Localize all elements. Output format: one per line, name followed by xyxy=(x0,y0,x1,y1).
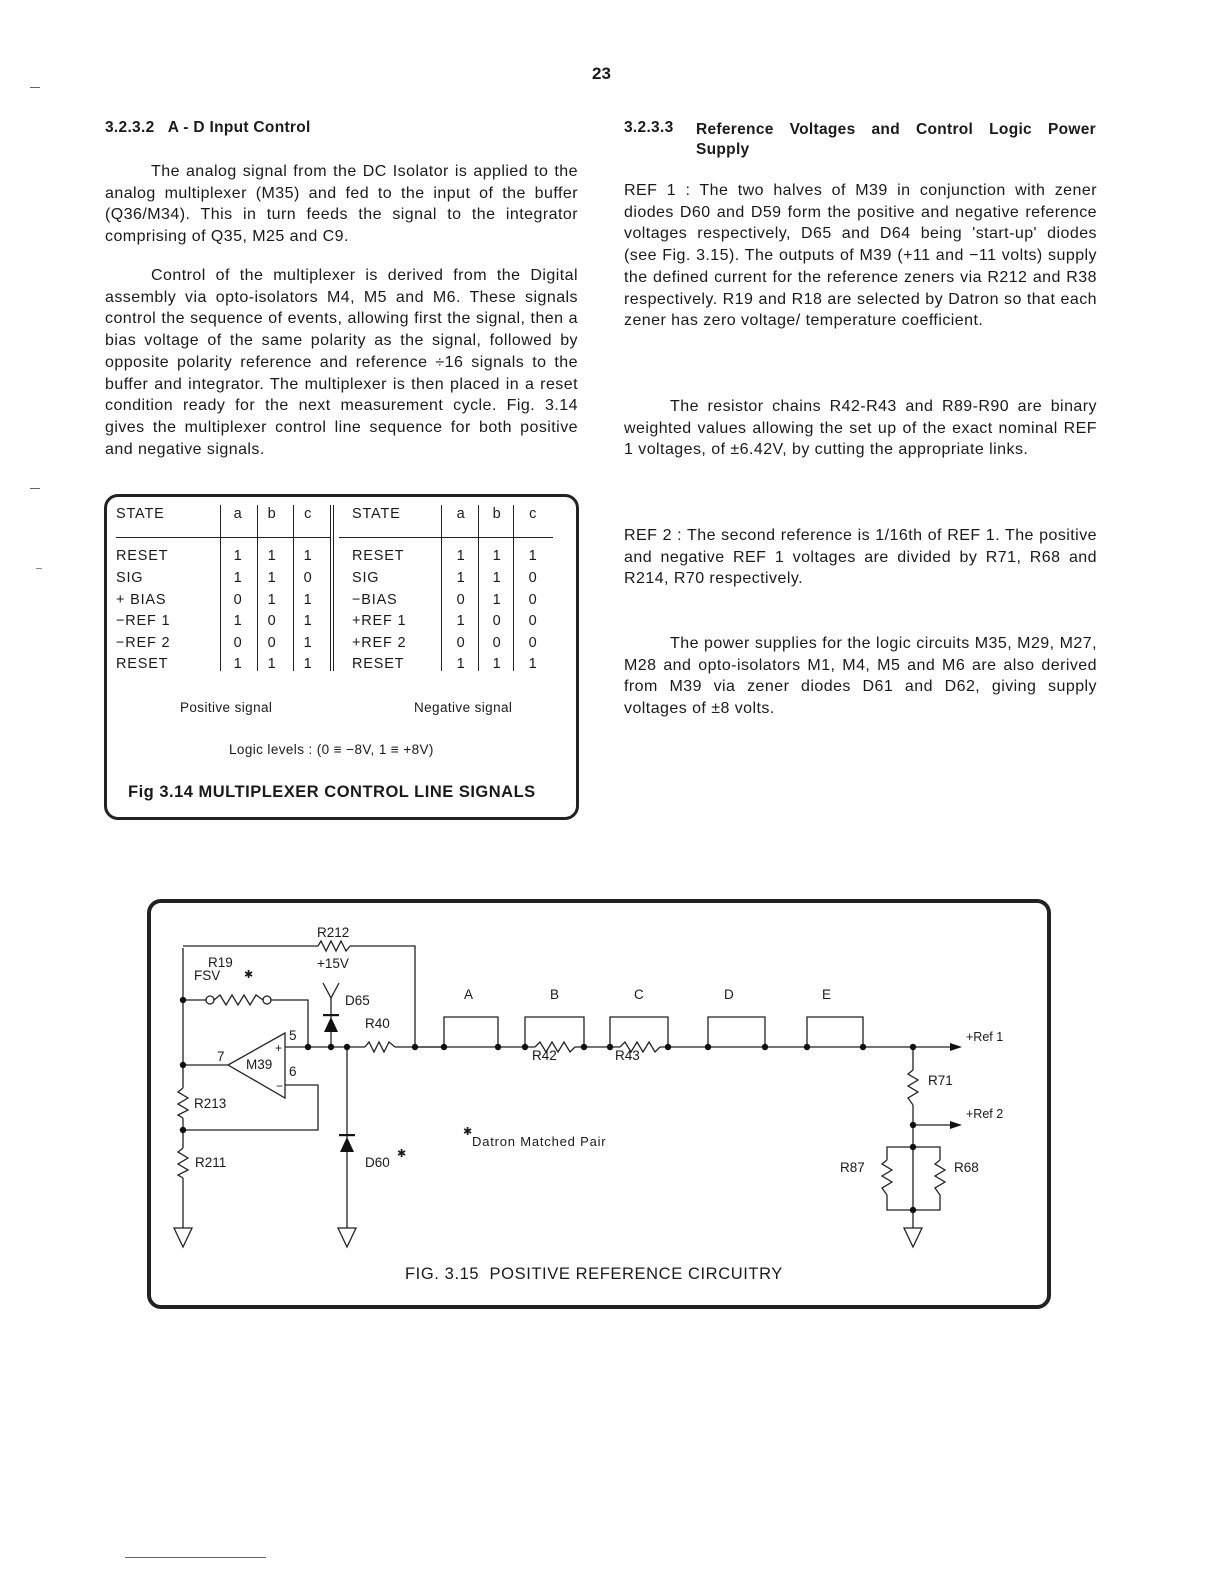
table-cell: 1 xyxy=(267,548,277,564)
table-header-b: b xyxy=(267,506,277,522)
label-15v: +15V xyxy=(317,956,349,971)
paragraph: The resistor chains R42-R43 and R89-R90 are binary weighted values allowing the set up of the exact nominal REF 1 voltages, of ±6.42V, by cutting the appropriate links. xyxy=(624,398,1097,459)
table-cell-state: RESET xyxy=(352,548,405,564)
table-cell: 0 xyxy=(528,613,538,629)
table-cell: 0 xyxy=(233,635,243,651)
table-cell: 0 xyxy=(528,570,538,586)
table-cell: 1 xyxy=(456,570,466,586)
table-cell-state: −REF 2 xyxy=(116,635,171,651)
label-r43: R43 xyxy=(615,1048,640,1063)
section-title: A - D Input Control xyxy=(167,119,311,136)
section-number: 3.2.3.2 xyxy=(105,119,155,136)
section-title-line: Reference Voltages and Control Logic Power xyxy=(696,121,1096,138)
table-cell: 1 xyxy=(267,570,277,586)
label-pin5: 5 xyxy=(289,1028,297,1043)
table-cell: 0 xyxy=(267,613,277,629)
resistor-r71 xyxy=(908,1070,918,1105)
table-cell: 1 xyxy=(267,592,277,608)
table-cell-state: RESET xyxy=(352,656,405,672)
star-icon: ✱ xyxy=(463,1126,473,1138)
paragraph: REF 1 : The two halves of M39 in conjunction with zener diodes D60 and D59 form the positive and negative reference voltages respectively, D65 and D64 being 'start-up' diodes (see Fig. 3.15). The outputs of M39 (+11 and −11 volts) supply the defined current for the reference zeners via R212 and R38 respectively. R19 and R18 are selected by Datron so that each zener has zero voltage/ temperature coefficient. xyxy=(624,182,1097,330)
table-cell: 1 xyxy=(303,613,313,629)
table-cell: 1 xyxy=(233,656,243,672)
table-cell: 1 xyxy=(456,548,466,564)
footnote-rule xyxy=(125,1557,266,1558)
resistor-r213 xyxy=(178,1088,188,1118)
label-r212: R212 xyxy=(317,925,350,940)
diode-d65-icon xyxy=(324,1017,338,1032)
link-a: A xyxy=(464,987,474,1002)
table-cell: 0 xyxy=(267,635,277,651)
paragraph: REF 2 : The second reference is 1/16th of REF 1. The positive and negative REF 1 voltages are divided by R71, R68 and R214, R70 respectively. xyxy=(624,527,1097,588)
table-cell: 1 xyxy=(303,592,313,608)
resistor-r212 xyxy=(318,941,350,951)
figure-caption: Fig 3.14 MULTIPLEXER CONTROL LINE SIGNALS xyxy=(128,783,536,801)
table-cell-state: +REF 2 xyxy=(352,635,407,651)
table-cell: 1 xyxy=(492,592,502,608)
table-cell: 0 xyxy=(528,635,538,651)
ground-icon xyxy=(174,1228,192,1247)
label-r40: R40 xyxy=(365,1016,390,1031)
minus-sign: − xyxy=(276,1079,284,1093)
figure-caption: FIG. 3.15 POSITIVE REFERENCE CIRCUITRY xyxy=(405,1265,783,1283)
table-header-state: STATE xyxy=(352,506,401,522)
label-r68: R68 xyxy=(954,1160,979,1175)
resistor-r87 xyxy=(882,1160,892,1195)
negative-signal-label: Negative signal xyxy=(414,700,513,715)
table-cell: 1 xyxy=(233,613,243,629)
paragraph: The power supplies for the logic circuits M35, M29, M27, M28 and opto-isolators M1, M4, M5 and M6 are also derived from M39 via zener diodes D61 and D62, giving supply voltages of ±8 volts. xyxy=(624,635,1097,718)
table-cell: 1 xyxy=(456,613,466,629)
table-cell: 0 xyxy=(528,592,538,608)
link-b: B xyxy=(550,987,560,1002)
resistor-r19 xyxy=(214,995,263,1005)
label-ref1: +Ref 1 xyxy=(966,1030,1004,1044)
table-cell-state: SIG xyxy=(352,570,380,586)
table-header-a: a xyxy=(456,506,466,522)
table-cell: 1 xyxy=(267,656,277,672)
table-cell: 1 xyxy=(233,570,243,586)
table-cell: 0 xyxy=(492,635,502,651)
table-cell: 0 xyxy=(233,592,243,608)
plus-sign: + xyxy=(275,1041,283,1055)
table-cell-state: RESET xyxy=(116,656,169,672)
star-icon: ✱ xyxy=(397,1148,407,1160)
label-r211: R211 xyxy=(195,1155,227,1170)
table-cell: 1 xyxy=(303,548,313,564)
resistor-r68 xyxy=(935,1160,945,1195)
paragraph: Control of the multiplexer is derived from the Digital assembly via opto-isolators M4, M5 and M6. These signals control the sequence of events, allowing first the signal, then a bias voltage of the same polarity as the signal, followed by opposite polarity reference and reference ÷16 signals to the buffer and integrator. The multiplexer is then placed in a reset condition ready for the next measurement cycle. Fig. 3.14 gives the multiplexer control line sequence for both positive and negative signals. xyxy=(105,267,578,458)
label-pin6: 6 xyxy=(289,1064,297,1079)
label-d65: D65 xyxy=(345,993,370,1008)
positive-signal-label: Positive signal xyxy=(180,700,273,715)
table-cell-state: + BIAS xyxy=(116,592,167,608)
table-cell-state: SIG xyxy=(116,570,144,586)
label-m39: M39 xyxy=(246,1057,273,1072)
table-cell-state: −REF 1 xyxy=(116,613,171,629)
label-ref2: +Ref 2 xyxy=(966,1107,1004,1121)
diode-d60-icon xyxy=(340,1137,354,1152)
label-r71: R71 xyxy=(928,1073,953,1088)
resistor-r40 xyxy=(365,1042,395,1052)
table-cell: 1 xyxy=(528,656,538,672)
ground-icon xyxy=(904,1228,922,1247)
table-cell: 0 xyxy=(492,613,502,629)
table-header-a: a xyxy=(233,506,243,522)
table-cell: 1 xyxy=(303,656,313,672)
label-d60: D60 xyxy=(365,1155,390,1170)
label-r19: R19 xyxy=(208,955,233,970)
paragraph: The analog signal from the DC Isolator is applied to the analog multiplexer (M35) and fed to the input of the buffer (Q36/M34). This in turn feeds the signal to the integrator comprising of Q35, M25 and C9. xyxy=(105,163,578,246)
table-cell: 1 xyxy=(456,656,466,672)
table-cell: 0 xyxy=(456,635,466,651)
table-cell-state: RESET xyxy=(116,548,169,564)
link-d: D xyxy=(724,987,734,1002)
table-cell: 1 xyxy=(528,548,538,564)
page-number: 23 xyxy=(592,64,611,83)
table-cell-state: +REF 1 xyxy=(352,613,407,629)
arrow-ref1-icon xyxy=(950,1043,962,1051)
label-r42: R42 xyxy=(532,1048,557,1063)
circuit-wires xyxy=(174,941,952,1247)
table-cell: 1 xyxy=(492,570,502,586)
matched-pair-note: Datron Matched Pair xyxy=(472,1134,607,1149)
section-title-line: Supply xyxy=(696,141,750,158)
label-fsv: FSV xyxy=(194,968,221,983)
table-header-c: c xyxy=(529,506,537,522)
table-cell: 1 xyxy=(492,656,502,672)
section-number: 3.2.3.3 xyxy=(624,119,674,136)
resistor-r211 xyxy=(178,1148,188,1178)
ground-icon xyxy=(338,1228,356,1247)
table-cell: 1 xyxy=(303,635,313,651)
star-icon: ✱ xyxy=(244,969,254,981)
circuit-nodes xyxy=(180,997,962,1213)
table-cell-state: −BIAS xyxy=(352,592,398,608)
table-cell: 0 xyxy=(456,592,466,608)
link-c: C xyxy=(634,987,644,1002)
table-header-c: c xyxy=(304,506,312,522)
table-header-b: b xyxy=(492,506,502,522)
table-cell: 0 xyxy=(303,570,313,586)
table-header-state: STATE xyxy=(116,506,165,522)
table-cell: 1 xyxy=(492,548,502,564)
arrow-ref2-icon xyxy=(950,1121,962,1129)
table-cell: 1 xyxy=(233,548,243,564)
link-e: E xyxy=(822,987,832,1002)
label-r87: R87 xyxy=(840,1160,865,1175)
label-pin7: 7 xyxy=(217,1049,225,1064)
label-r213: R213 xyxy=(194,1096,227,1111)
logic-levels-note: Logic levels : (0 ≡ −8V, 1 ≡ +8V) xyxy=(229,742,434,757)
